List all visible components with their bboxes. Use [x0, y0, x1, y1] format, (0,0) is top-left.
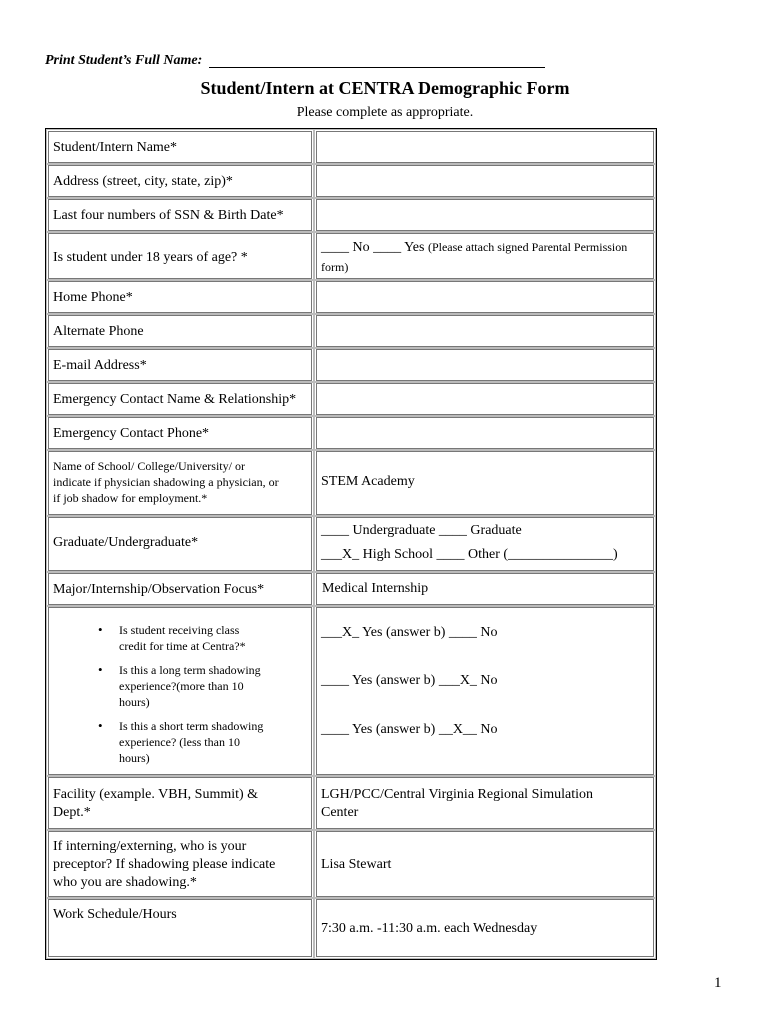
question-credit: • Is student receiving class credit for time at Centra?*: [119, 622, 294, 654]
under18-note-cont: form): [321, 260, 349, 274]
facility-label-1: Facility (example. VBH, Summit) &: [53, 787, 259, 802]
email-label: E-mail Address*: [53, 358, 147, 373]
under18-note: (Please attach signed Parental Permission: [427, 240, 628, 254]
preceptor-value: Lisa Stewart: [321, 857, 392, 872]
label-cell-schedule: [48, 899, 312, 957]
form-title: Student/Intern at CENTRA Demographic Form: [200, 78, 570, 98]
ssn-label: Last four numbers of SSN & Birth Date*: [53, 208, 284, 223]
print-name-label: Print Student’s Full Name:: [45, 53, 203, 68]
student-name-field[interactable]: [316, 131, 654, 163]
under18-field[interactable]: [316, 233, 654, 279]
preceptor-label-1: If interning/externing, who is your: [53, 839, 247, 854]
label-cell-address: [48, 165, 312, 197]
answer-long-term: ____ Yes (answer b) ___X_ No: [321, 673, 498, 688]
schedule-value: 7:30 a.m. -11:30 a.m. each Wednesday: [321, 921, 538, 936]
print-name-line[interactable]: [209, 67, 545, 68]
label-cell-email: [48, 349, 312, 381]
preceptor-label-3: who you are shadowing.*: [53, 875, 197, 890]
label-cell-emergency-name: [48, 383, 312, 415]
facility-value-2: Center: [321, 805, 359, 820]
schedule-label: Work Schedule/Hours: [53, 907, 177, 922]
label-cell-alt-phone: [48, 315, 312, 347]
alt-phone-label: Alternate Phone: [53, 324, 144, 339]
label-cell-school: [48, 451, 312, 515]
facility-label-2: Dept.*: [53, 805, 91, 820]
school-label-3: if job shadow for employment.*: [53, 491, 208, 505]
label-cell-emergency-phone: [48, 417, 312, 449]
schedule-field[interactable]: [316, 899, 654, 957]
emergency-phone-field[interactable]: [316, 417, 654, 449]
student-name-label: Student/Intern Name*: [53, 140, 178, 155]
answer-credit: ___X_ Yes (answer b) ____ No: [321, 625, 498, 640]
questions-answer-field[interactable]: [316, 607, 654, 775]
school-value: STEM Academy: [321, 474, 415, 489]
label-cell-under18: [48, 233, 312, 279]
demographic-table: [45, 128, 657, 960]
grad-options-1: ____ Undergraduate ____ Graduate: [321, 523, 522, 538]
address-field[interactable]: [316, 165, 654, 197]
label-cell-name: [48, 131, 312, 163]
emergency-phone-label: Emergency Contact Phone*: [53, 426, 210, 441]
school-label-1: Name of School/ College/University/ or: [53, 459, 245, 473]
under18-options: ____ No ____ Yes: [321, 240, 428, 255]
grad-label: Graduate/Undergraduate*: [53, 535, 199, 550]
preceptor-label-2: preceptor? If shadowing please indicate: [53, 857, 276, 872]
emergency-name-field[interactable]: [316, 383, 654, 415]
address-label: Address (street, city, state, zip)*: [53, 174, 233, 189]
grad-field[interactable]: [316, 517, 654, 571]
page-number: 1: [714, 975, 722, 991]
label-cell-major: [48, 573, 312, 605]
facility-value-1: LGH/PCC/Central Virginia Regional Simulation: [321, 787, 594, 802]
grad-options-2: ___X_ High School ____ Other (_______________): [321, 547, 618, 562]
label-cell-preceptor: [48, 831, 312, 897]
form-subtitle: Please complete as appropriate.: [296, 105, 474, 120]
school-label-2: indicate if physician shadowing a physician, or: [53, 475, 279, 489]
emergency-name-label: Emergency Contact Name & Relationship*: [53, 392, 297, 407]
major-field[interactable]: [316, 573, 654, 605]
major-value: Medical Internship: [322, 581, 429, 596]
facility-field[interactable]: [316, 777, 654, 829]
email-field[interactable]: [316, 349, 654, 381]
label-cell-home-phone: [48, 281, 312, 313]
preceptor-field[interactable]: [316, 831, 654, 897]
label-cell-facility: [48, 777, 312, 829]
answer-short-term: ____ Yes (answer b) __X__ No: [321, 722, 498, 737]
alt-phone-field[interactable]: [316, 315, 654, 347]
label-cell-grad: [48, 517, 312, 571]
school-field[interactable]: [316, 451, 654, 515]
home-phone-field[interactable]: [316, 281, 654, 313]
label-cell-ssn: [48, 199, 312, 231]
label-cell-questions: [48, 607, 312, 775]
question-short-term: • Is this a short term shadowing experience? (less than 10 hours): [119, 718, 294, 766]
major-label: Major/Internship/Observation Focus*: [53, 582, 265, 597]
home-phone-label: Home Phone*: [53, 290, 133, 305]
ssn-field[interactable]: [316, 199, 654, 231]
question-long-term: • Is this a long term shadowing experience?(more than 10 hours): [119, 662, 294, 710]
under18-label: Is student under 18 years of age? *: [53, 250, 248, 265]
